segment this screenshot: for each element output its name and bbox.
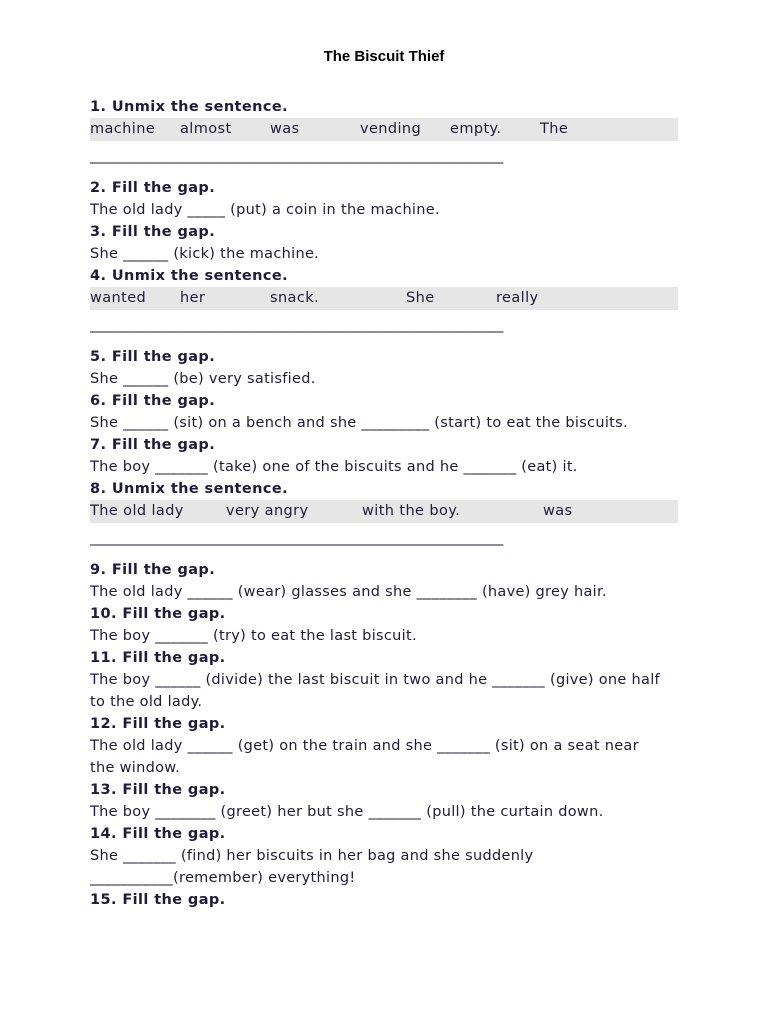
word-chip: machine — [90, 121, 156, 137]
scrambled-words — [90, 500, 678, 523]
word-chip: She — [406, 290, 435, 306]
exercise-1 — [90, 96, 678, 177]
document-title: The Biscuit Thief — [323, 48, 445, 65]
exercise-2 — [90, 177, 678, 221]
exercise-sentence: She ______ (sit) on a bench and she _________ (start) to eat the biscuits. — [90, 415, 628, 431]
exercise-sentence: She ______ (kick) the machine. — [90, 246, 320, 262]
exercise-8 — [90, 478, 678, 559]
exercise-list — [90, 96, 678, 911]
exercise-heading: 13. Fill the gap. — [90, 782, 226, 798]
exercise-heading: 1. Unmix the sentence. — [90, 99, 288, 115]
exercise-heading: 6. Fill the gap. — [90, 393, 216, 409]
answer-line[interactable]: _________________________________________________________ — [90, 317, 504, 333]
exercise-9 — [90, 559, 678, 603]
exercise-sentence: She _______ (find) her biscuits in her bag and she suddenly ___________(remember) everything! — [90, 848, 534, 886]
scrambled-words — [90, 287, 678, 310]
exercise-heading: 12. Fill the gap. — [90, 716, 226, 732]
exercise-4 — [90, 265, 678, 346]
exercise-sentence: The boy ________ (greet) her but she _______ (pull) the curtain down. — [90, 804, 604, 820]
exercise-sentence: The old lady _____ (put) a coin in the machine. — [90, 202, 440, 218]
exercise-heading: 11. Fill the gap. — [90, 650, 226, 666]
exercise-heading: 7. Fill the gap. — [90, 437, 216, 453]
word-chip: really — [496, 290, 539, 306]
word-chip: very angry — [226, 503, 309, 519]
word-chip: vending — [360, 121, 422, 137]
word-chip: wanted — [90, 290, 147, 306]
word-chip: empty. — [450, 121, 502, 137]
answer-line[interactable]: _________________________________________________________ — [90, 530, 504, 546]
exercise-heading: 15. Fill the gap. — [90, 892, 226, 908]
exercise-11 — [90, 647, 678, 713]
exercise-heading: 8. Unmix the sentence. — [90, 481, 288, 497]
scrambled-words — [90, 118, 678, 141]
exercise-sentence: The old lady ______ (get) on the train and she _______ (sit) on a seat near the window. — [90, 738, 639, 776]
exercise-sentence: The boy _______ (try) to eat the last biscuit. — [90, 628, 417, 644]
word-chip: was — [270, 121, 300, 137]
exercise-5 — [90, 346, 678, 390]
exercise-heading: 10. Fill the gap. — [90, 606, 226, 622]
exercise-3 — [90, 221, 678, 265]
exercise-heading: 4. Unmix the sentence. — [90, 268, 288, 284]
word-chip: The old lady — [90, 503, 184, 519]
exercise-heading: 5. Fill the gap. — [90, 349, 216, 365]
exercise-sentence: The boy ______ (divide) the last biscuit in two and he _______ (give) one half to the old lady. — [90, 672, 660, 710]
exercise-heading: 14. Fill the gap. — [90, 826, 226, 842]
exercise-sentence: She ______ (be) very satisfied. — [90, 371, 316, 387]
exercise-14 — [90, 823, 678, 889]
word-chip: was — [543, 503, 573, 519]
exercise-10 — [90, 603, 678, 647]
exercise-15 — [90, 889, 678, 911]
exercise-heading: 9. Fill the gap. — [90, 562, 216, 578]
exercise-6 — [90, 390, 678, 434]
word-chip: her — [180, 290, 206, 306]
exercise-heading: 2. Fill the gap. — [90, 180, 216, 196]
word-chip: The — [540, 121, 569, 137]
exercise-heading: 3. Fill the gap. — [90, 224, 216, 240]
word-chip: almost — [180, 121, 232, 137]
exercise-7 — [90, 434, 678, 478]
word-chip: snack. — [270, 290, 320, 306]
answer-line[interactable]: _________________________________________________________ — [90, 148, 504, 164]
exercise-13 — [90, 779, 678, 823]
exercise-12 — [90, 713, 678, 779]
exercise-sentence: The boy _______ (take) one of the biscuits and he _______ (eat) it. — [90, 459, 578, 475]
exercise-sentence: The old lady ______ (wear) glasses and she ________ (have) grey hair. — [90, 584, 607, 600]
word-chip: with the boy. — [362, 503, 461, 519]
